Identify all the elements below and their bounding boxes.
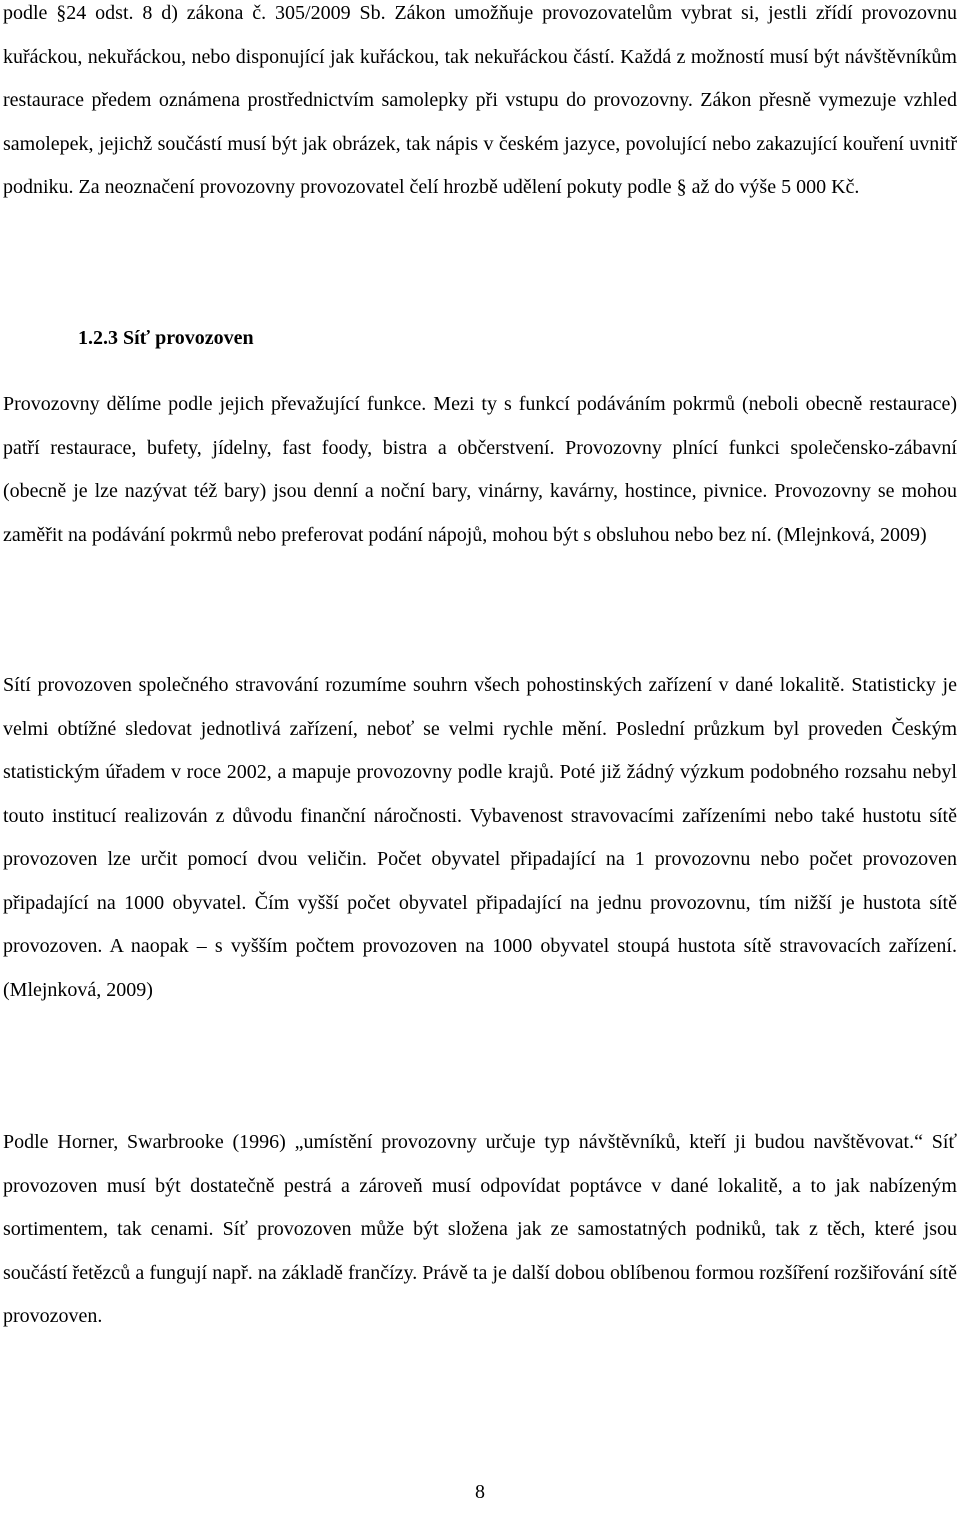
- paragraph-establishment-types: Provozovny dělíme podle jejich převažující funkce. Mezi ty s funkcí podáváním pokrmů (neboli obecně restaurace) patří restaurace, bufety, jídelny, fast foody, bistra a občerstvení. Provozovny plnící funkci společensko-zábavní (obecně je lze nazývat též bary) jsou denní a noční bary, vinárny, kavárny, hostince, pivnice. Provozovny se mohou zaměřit na podávání pokrmů nebo preferovat podání nápojů, mohou být s obsluhou nebo bez ní. (Mlejnková, 2009): [3, 393, 957, 546]
- section-heading: 1.2.3 Síť provozoven: [78, 327, 254, 349]
- paragraph-smoking-law: podle §24 odst. 8 d) zákona č. 305/2009 Sb. Zákon umožňuje provozovatelům vybrat si, jestli zřídí provozovnu kuřáckou, nekuřáckou, nebo disponující jak kuřáckou, tak nekuřáckou částí. Každá z možností musí být návštěvníkům restaurace předem oznámena prostřednictvím samolepky při vstupu do provozovny. Zákon přesně vymezuje vzhled samolepek, jejichž součástí musí být jak obrázek, tak nápis v českém jazyce, povolující nebo zakazující kouření uvnitř podniku. Za neoznačení provozovny provozovatel čelí hrozbě udělení pokuty podle § až do výše 5 000 Kč.: [3, 2, 957, 198]
- paragraph-location: Podle Horner, Swarbrooke (1996) „umístění provozovny určuje typ návštěvníků, kteří ji budou navštěvovat.“ Síť provozoven musí být dostatečně pestrá a zároveň musí odpovídat poptávce v dané lokalitě, a to jak nabízeným sortimentem, tak cenami. Síť provozoven může být složena jak ze samostatných podniků, tak z těch, které jsou součástí řetězců a fungují např. na základě frančízy. Právě ta je další dobou oblíbenou formou rozšíření rozšiřování sítě provozoven.: [3, 1131, 957, 1327]
- paragraph-network-density: Sítí provozoven společného stravování rozumíme souhrn všech pohostinských zařízení v dané lokalitě. Statisticky je velmi obtížné sledovat jednotlivá zařízení, neboť se velmi rychle mění. Poslední průzkum byl proveden Českým statistickým úřadem v roce 2002, a mapuje provozovny podle krajů. Poté již žádný výzkum podobného rozsahu nebyl touto institucí realizován z důvodu finanční náročnosti. Vybavenost stravovacími zařízeními nebo také hustotu sítě provozoven lze určit pomocí dvou veličin. Počet obyvatel připadající na 1 provozovnu nebo počet provozoven připadající na 1000 obyvatel. Čím vyšší počet obyvatel připadající na jednu provozovnu, tím nižší je hustota sítě provozoven. A naopak – s vyšším počtem provozoven na 1000 obyvatel stoupá hustota sítě stravovacích zařízení. (Mlejnková, 2009): [3, 674, 957, 1001]
- page-number: 8: [475, 1481, 485, 1503]
